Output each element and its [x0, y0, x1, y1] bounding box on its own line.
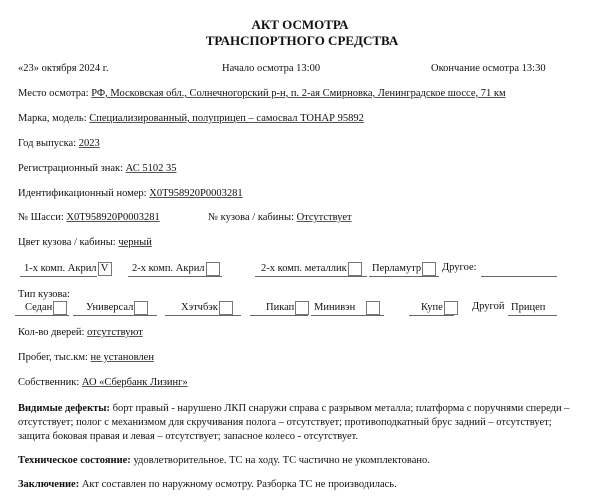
year-value: 2023 [78, 138, 100, 149]
year-row [18, 138, 100, 149]
model-value: Специализированный, полуприцеп – самосвал ТОНАР 95892 [89, 113, 364, 124]
doors-label: Кол-во дверей: [18, 327, 85, 338]
registration-value: АС 5102 35 [125, 163, 177, 174]
body-number-label: № кузова / кабины: [208, 212, 294, 223]
doors-row [18, 327, 143, 338]
body-type-label: Тип кузова: [18, 289, 70, 300]
paint-option-label: 1-х комп. Акрил [24, 263, 97, 274]
doors-value: отсутствуют [87, 327, 143, 338]
mileage-value: не установлен [90, 352, 154, 363]
registration-row [18, 163, 177, 174]
checkbox[interactable] [295, 301, 309, 315]
mileage-label: Пробег, тыс.км: [18, 352, 88, 363]
body-type-hatchback[interactable] [165, 300, 241, 316]
body-type-other-value: Прицеп [511, 302, 546, 313]
tech-state-row [18, 455, 430, 466]
paint-option-2k-metallic[interactable] [255, 261, 367, 277]
checkbox[interactable] [134, 301, 148, 315]
body-type-other-field[interactable] [508, 300, 557, 316]
place-value: РФ, Московская обл., Солнечногорский р-н, п. 2-ая Смирновка, Ленинградское шоссе, 71 км [91, 88, 506, 99]
checkbox[interactable]: V [98, 262, 112, 276]
defects-text: борт правый - нарушено ЛКП снаружи справа с разрывом металла; платформа с поручнями спереди – отсутствует; полог с механизмом для скручивания полога – отсутствует; противоподкатный брус задний – отсутствует; защита боковая правая и левая – отсутствует; запасное колесо - отсутствует. [18, 403, 570, 442]
conclusion-text: Акт составлен по наружному осмотру. Разборка ТС не производилась. [81, 479, 397, 490]
checkbox[interactable] [348, 262, 362, 276]
defects-section [18, 402, 578, 444]
body-type-option-label: Седан [25, 302, 53, 313]
year-label: Год выпуска: [18, 138, 77, 149]
paint-option-2k-acryl[interactable] [128, 261, 222, 277]
place-row [18, 88, 506, 99]
owner-row [18, 377, 188, 388]
tech-state-label: Техническое состояние: [18, 455, 131, 466]
body-type-option-label: Пикап [266, 302, 295, 313]
chassis-value: X0T958920P0003281 [66, 212, 160, 223]
color-label: Цвет кузова / кабины: [18, 237, 116, 248]
body-type-wagon[interactable] [73, 300, 157, 316]
body-number-row [208, 212, 352, 223]
body-type-option-label: Минивэн [314, 302, 356, 313]
checkbox[interactable] [366, 301, 380, 315]
color-row [18, 237, 152, 248]
registration-label: Регистрационный знак: [18, 163, 124, 174]
checkbox[interactable] [444, 301, 458, 315]
model-row [18, 113, 364, 124]
paint-option-label: 2-х комп. Акрил [132, 263, 205, 274]
model-label: Марка, модель: [18, 113, 87, 124]
paint-option-label: 2-х комп. металлик [261, 263, 347, 274]
conclusion-row [18, 479, 397, 490]
checkbox[interactable] [219, 301, 233, 315]
chassis-row [18, 212, 160, 223]
checkbox[interactable] [53, 301, 67, 315]
color-value: черный [118, 237, 152, 248]
defects-label: Видимые дефекты: [18, 403, 110, 414]
document-title-line1: АКТ ОСМОТРА [251, 17, 349, 32]
body-type-option-label: Купе [421, 302, 443, 313]
conclusion-label: Заключение: [18, 479, 80, 490]
owner-value: АО «Сбербанк Лизинг» [81, 377, 188, 388]
paint-option-label: Перламутр [372, 263, 422, 274]
inspection-end: Окончание осмотра 13:30 [431, 63, 546, 74]
paint-option-pearl[interactable] [369, 261, 439, 277]
mileage-row [18, 352, 154, 363]
place-label: Место осмотра: [18, 88, 89, 99]
body-type-pickup[interactable] [250, 300, 308, 316]
paint-option-other-field[interactable] [481, 261, 557, 277]
body-type-option-label: Хэтчбэк [181, 302, 218, 313]
vin-value: X0T958920P0003281 [149, 188, 243, 199]
document-title-line2: ТРАНСПОРТНОГО СРЕДСТВА [205, 33, 399, 48]
vin-row [18, 188, 243, 199]
body-type-minivan[interactable] [311, 300, 384, 316]
chassis-label: № Шасси: [18, 212, 64, 223]
checkbox[interactable] [422, 262, 436, 276]
body-type-other-label: Другой [472, 301, 505, 312]
tech-state-text: удовлетворительное. ТС на ходу. ТС частично не укомплектовано. [133, 455, 430, 466]
body-number-value: Отсутствует [296, 212, 352, 223]
body-type-coupe[interactable] [409, 300, 454, 316]
paint-option-other-label: Другое: [442, 262, 477, 273]
body-type-sedan[interactable] [15, 300, 69, 316]
paint-option-1k-acryl[interactable] [20, 261, 109, 277]
owner-label: Собственник: [18, 377, 80, 388]
body-type-option-label: Универсал [86, 302, 134, 313]
vin-label: Идентификационный номер: [18, 188, 147, 199]
inspection-start: Начало осмотра 13:00 [222, 63, 321, 74]
checkbox[interactable] [206, 262, 220, 276]
inspection-date: «23» октября 2024 г. [18, 63, 109, 74]
